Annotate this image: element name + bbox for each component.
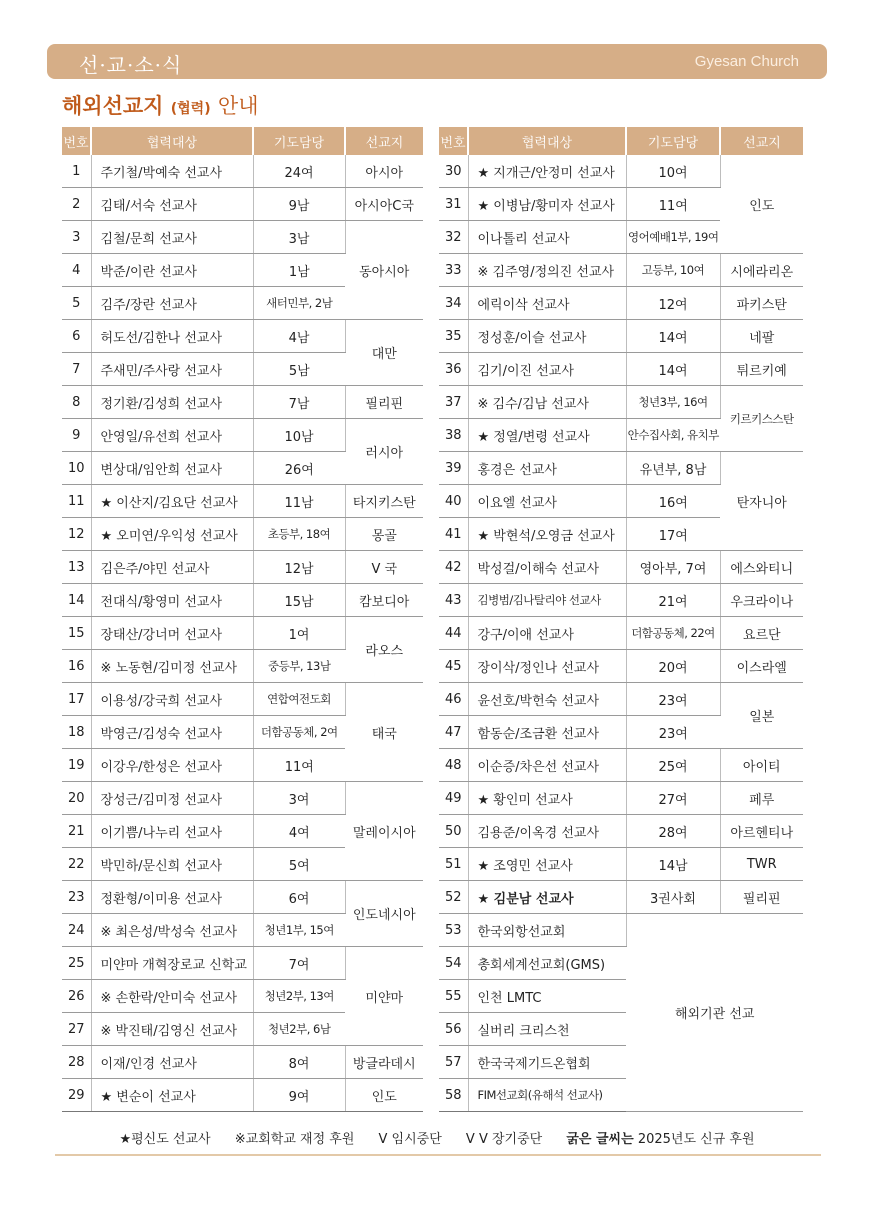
row-partner: ※ 박진태/김영신 선교사 [91, 1013, 253, 1046]
table-row [62, 188, 423, 221]
row-prayer: 24여 [253, 155, 345, 188]
row-field: 아이티 [720, 749, 803, 782]
row-num: 7 [62, 353, 91, 386]
row-partner: 이용성/강국희 선교사 [91, 683, 253, 716]
row-field: 네팔 [720, 320, 803, 353]
row-partner: ★ 김분남 선교사 [468, 881, 626, 914]
row-num: 52 [439, 881, 468, 914]
row-prayer: 초등부, 18여 [253, 518, 345, 551]
row-prayer: 14여 [626, 320, 720, 353]
row-field: 일본 [720, 683, 803, 749]
row-num: 6 [62, 320, 91, 353]
row-partner: 박성걸/이해숙 선교사 [468, 551, 626, 584]
table-row [62, 782, 423, 815]
table-row [62, 386, 423, 419]
row-partner: 정성훈/이슬 선교사 [468, 320, 626, 353]
row-field: 인도 [345, 1079, 423, 1112]
row-num: 22 [62, 848, 91, 881]
row-num: 53 [439, 914, 468, 947]
row-partner: 에릭이삭 선교사 [468, 287, 626, 320]
col-header-partner: 협력대상 [468, 127, 626, 155]
row-partner: ★ 지개근/안정미 선교사 [468, 155, 626, 188]
row-num: 56 [439, 1013, 468, 1046]
row-field: 해외기관 선교 [626, 914, 803, 1112]
table-header-row [439, 127, 803, 155]
col-header-num: 번호 [439, 127, 468, 155]
row-field: 라오스 [345, 617, 423, 683]
row-num: 10 [62, 452, 91, 485]
row-prayer: 11여 [626, 188, 720, 221]
col-header-prayer: 기도담당 [626, 127, 720, 155]
row-num: 27 [62, 1013, 91, 1046]
row-partner: 이강우/한성은 선교사 [91, 749, 253, 782]
row-num: 4 [62, 254, 91, 287]
legend-vv: V V 장기중단 [465, 1132, 543, 1147]
table-row [62, 617, 423, 650]
row-num: 3 [62, 221, 91, 254]
table-row [439, 848, 803, 881]
row-prayer: 9남 [253, 188, 345, 221]
table-row [439, 584, 803, 617]
row-field: 파키스탄 [720, 287, 803, 320]
footer-divider [55, 1154, 821, 1156]
row-field: V 국 [345, 551, 423, 584]
row-partner: ★ 변순이 선교사 [91, 1079, 253, 1112]
section-title-tail: 안내 [217, 94, 259, 118]
row-prayer: 28여 [626, 815, 720, 848]
row-num: 31 [439, 188, 468, 221]
legend-note: ※교회학교 재정 후원 [234, 1132, 355, 1147]
row-prayer: 14남 [626, 848, 720, 881]
row-partner: ※ 최은성/박성숙 선교사 [91, 914, 253, 947]
row-num: 11 [62, 485, 91, 518]
table-row [439, 914, 803, 947]
table-row [439, 551, 803, 584]
table-row [439, 155, 803, 188]
row-partner: ★ 조영민 선교사 [468, 848, 626, 881]
row-num: 38 [439, 419, 468, 452]
row-prayer: 11남 [253, 485, 345, 518]
row-prayer: 더함공동체, 2여 [253, 716, 345, 749]
row-prayer: 11여 [253, 749, 345, 782]
row-partner: 박준/이란 선교사 [91, 254, 253, 287]
mission-table-right [439, 127, 803, 1112]
row-field: 아시아 [345, 155, 423, 188]
row-num: 15 [62, 617, 91, 650]
row-field: 시에라리온 [720, 254, 803, 287]
row-field: 탄자니아 [720, 452, 803, 551]
row-num: 1 [62, 155, 91, 188]
row-partner: 김용준/이옥경 선교사 [468, 815, 626, 848]
table-row [62, 320, 423, 353]
row-partner: 김병범/김나탈리야 선교사 [468, 584, 626, 617]
row-prayer: 영어예배1부, 19여 [626, 221, 720, 254]
row-num: 44 [439, 617, 468, 650]
row-num: 30 [439, 155, 468, 188]
row-partner: 박민하/문신희 선교사 [91, 848, 253, 881]
row-partner: 실버리 크리스천 [468, 1013, 626, 1046]
row-prayer: 12남 [253, 551, 345, 584]
row-field: 몽골 [345, 518, 423, 551]
row-prayer: 9여 [253, 1079, 345, 1112]
row-num: 14 [62, 584, 91, 617]
row-num: 19 [62, 749, 91, 782]
row-prayer: 1남 [253, 254, 345, 287]
legend-bold-tail: 2025년도 신규 후원 [637, 1132, 755, 1147]
col-header-num: 번호 [62, 127, 91, 155]
row-partner: 주기철/박예숙 선교사 [91, 155, 253, 188]
row-partner: 허도선/김한나 선교사 [91, 320, 253, 353]
table-row [439, 254, 803, 287]
row-num: 51 [439, 848, 468, 881]
table-row [62, 551, 423, 584]
row-num: 9 [62, 419, 91, 452]
row-prayer: 16여 [626, 485, 720, 518]
row-num: 25 [62, 947, 91, 980]
row-prayer: 4여 [253, 815, 345, 848]
row-partner: 이순증/차은선 선교사 [468, 749, 626, 782]
row-prayer: 25여 [626, 749, 720, 782]
row-num: 24 [62, 914, 91, 947]
row-partner: 장태산/강너머 선교사 [91, 617, 253, 650]
row-partner: 전대식/황영미 선교사 [91, 584, 253, 617]
table-row [62, 485, 423, 518]
row-num: 13 [62, 551, 91, 584]
row-num: 43 [439, 584, 468, 617]
row-num: 46 [439, 683, 468, 716]
row-prayer: 유년부, 8남 [626, 452, 720, 485]
row-field: 요르단 [720, 617, 803, 650]
row-prayer: 연합여전도회 [253, 683, 345, 716]
row-partner: 정기환/김성희 선교사 [91, 386, 253, 419]
row-prayer: 6여 [253, 881, 345, 914]
table-row [62, 584, 423, 617]
legend-v: V 임시중단 [378, 1132, 442, 1147]
row-num: 35 [439, 320, 468, 353]
row-num: 28 [62, 1046, 91, 1079]
row-num: 29 [62, 1079, 91, 1112]
section-title-main: 해외선교지 [62, 94, 164, 118]
row-prayer: 17여 [626, 518, 720, 551]
table-row [439, 320, 803, 353]
table-row [439, 650, 803, 683]
row-prayer: 3여 [253, 782, 345, 815]
church-name: Gyesan Church [694, 53, 799, 70]
row-prayer: 청년1부, 15여 [253, 914, 345, 947]
row-num: 18 [62, 716, 91, 749]
row-prayer: 26여 [253, 452, 345, 485]
row-partner: 이기쁨/나누리 선교사 [91, 815, 253, 848]
row-prayer: 5남 [253, 353, 345, 386]
row-num: 47 [439, 716, 468, 749]
row-num: 17 [62, 683, 91, 716]
table-row [62, 221, 423, 254]
row-num: 40 [439, 485, 468, 518]
row-field: 타지키스탄 [345, 485, 423, 518]
row-partner: 이요엘 선교사 [468, 485, 626, 518]
row-num: 33 [439, 254, 468, 287]
row-partner: 한국외항선교회 [468, 914, 626, 947]
table-row [62, 155, 423, 188]
table-row [439, 815, 803, 848]
row-prayer: 고등부, 10여 [626, 254, 720, 287]
row-partner: ※ 노동현/김미정 선교사 [91, 650, 253, 683]
row-prayer: 3권사회 [626, 881, 720, 914]
row-num: 36 [439, 353, 468, 386]
row-partner: 이재/인경 선교사 [91, 1046, 253, 1079]
table-row [439, 386, 803, 419]
col-header-field: 선교지 [720, 127, 803, 155]
row-prayer: 새터민부, 2남 [253, 287, 345, 320]
table-row [62, 881, 423, 914]
row-prayer: 7여 [253, 947, 345, 980]
row-num: 34 [439, 287, 468, 320]
table-row [439, 881, 803, 914]
row-prayer: 20여 [626, 650, 720, 683]
col-header-prayer: 기도담당 [253, 127, 345, 155]
row-partner: 변상대/임안희 선교사 [91, 452, 253, 485]
row-field: 페루 [720, 782, 803, 815]
table-row [439, 683, 803, 716]
row-prayer: 영아부, 7여 [626, 551, 720, 584]
section-title [62, 90, 259, 120]
row-partner: ★ 이병남/황미자 선교사 [468, 188, 626, 221]
row-field: 방글라데시 [345, 1046, 423, 1079]
row-partner: ★ 오미연/우익성 선교사 [91, 518, 253, 551]
row-partner: 김기/이진 선교사 [468, 353, 626, 386]
row-field: 러시아 [345, 419, 423, 485]
row-partner: 홍경은 선교사 [468, 452, 626, 485]
row-num: 21 [62, 815, 91, 848]
section-title-paren: (협력) [170, 101, 211, 117]
row-prayer: 안수집사회, 유치부 [626, 419, 720, 452]
row-num: 54 [439, 947, 468, 980]
row-field: 아시아C국 [345, 188, 423, 221]
row-field: 캄보디아 [345, 584, 423, 617]
row-num: 55 [439, 980, 468, 1013]
row-prayer: 더함공동체, 22여 [626, 617, 720, 650]
row-prayer: 3남 [253, 221, 345, 254]
row-partner: 함동순/조금환 선교사 [468, 716, 626, 749]
row-field: TWR [720, 848, 803, 881]
row-num: 16 [62, 650, 91, 683]
col-header-field: 선교지 [345, 127, 423, 155]
row-num: 42 [439, 551, 468, 584]
row-field: 우크라이나 [720, 584, 803, 617]
row-field: 대만 [345, 320, 423, 386]
table-row [62, 1079, 423, 1112]
row-prayer: 10남 [253, 419, 345, 452]
row-field: 키르키스스탄 [720, 386, 803, 452]
row-field: 인도 [720, 155, 803, 254]
row-prayer: 청년2부, 6남 [253, 1013, 345, 1046]
table-row [62, 419, 423, 452]
row-num: 37 [439, 386, 468, 419]
legend [0, 1128, 874, 1147]
row-field: 이스라엘 [720, 650, 803, 683]
row-partner: ★ 정열/변령 선교사 [468, 419, 626, 452]
row-partner: 주새민/주사랑 선교사 [91, 353, 253, 386]
row-num: 26 [62, 980, 91, 1013]
row-prayer: 14여 [626, 353, 720, 386]
mission-table-left [62, 127, 423, 1112]
row-num: 50 [439, 815, 468, 848]
row-partner: 인천 LMTC [468, 980, 626, 1013]
row-partner: ※ 김주영/정의진 선교사 [468, 254, 626, 287]
header-bar [47, 44, 827, 79]
row-partner: 미얀마 개혁장로교 신학교 [91, 947, 253, 980]
legend-bold [566, 1132, 754, 1147]
row-partner: 박영근/김성숙 선교사 [91, 716, 253, 749]
row-partner: 장이삭/정인나 선교사 [468, 650, 626, 683]
col-header-partner: 협력대상 [91, 127, 253, 155]
legend-bold-label: 굵은 글씨는 [566, 1132, 634, 1147]
row-prayer: 청년2부, 13여 [253, 980, 345, 1013]
row-num: 57 [439, 1046, 468, 1079]
header-title: 선·교·소·식 [79, 53, 183, 77]
row-field: 동아시아 [345, 221, 423, 320]
row-prayer: 7남 [253, 386, 345, 419]
row-field: 아르헨티나 [720, 815, 803, 848]
table-row [439, 749, 803, 782]
row-prayer: 1여 [253, 617, 345, 650]
row-num: 49 [439, 782, 468, 815]
row-num: 5 [62, 287, 91, 320]
row-num: 12 [62, 518, 91, 551]
row-partner: 안영일/유선희 선교사 [91, 419, 253, 452]
row-field: 에스와티니 [720, 551, 803, 584]
row-prayer: 4남 [253, 320, 345, 353]
row-prayer: 중등부, 13남 [253, 650, 345, 683]
row-prayer: 12여 [626, 287, 720, 320]
table-row [62, 683, 423, 716]
row-num: 48 [439, 749, 468, 782]
row-field: 필리핀 [345, 386, 423, 419]
row-partner: 김은주/야민 선교사 [91, 551, 253, 584]
row-prayer: 15남 [253, 584, 345, 617]
row-num: 45 [439, 650, 468, 683]
row-field: 미얀마 [345, 947, 423, 1046]
row-num: 32 [439, 221, 468, 254]
legend-star: ★평신도 선교사 [119, 1132, 211, 1147]
row-partner: 김태/서숙 선교사 [91, 188, 253, 221]
row-partner: ※ 김수/김남 선교사 [468, 386, 626, 419]
row-partner: 김주/장란 선교사 [91, 287, 253, 320]
row-partner: ★ 박현석/오영금 선교사 [468, 518, 626, 551]
row-partner: 이나톨리 선교사 [468, 221, 626, 254]
row-partner: 총회세계선교회(GMS) [468, 947, 626, 980]
table-row [62, 947, 423, 980]
row-partner: 장성근/김미정 선교사 [91, 782, 253, 815]
row-num: 2 [62, 188, 91, 221]
row-partner: 김철/문희 선교사 [91, 221, 253, 254]
table-header-row [62, 127, 423, 155]
row-partner: ※ 손한락/안미숙 선교사 [91, 980, 253, 1013]
row-prayer: 23여 [626, 716, 720, 749]
row-prayer: 27여 [626, 782, 720, 815]
row-field: 튀르키예 [720, 353, 803, 386]
row-prayer: 10여 [626, 155, 720, 188]
row-prayer: 8여 [253, 1046, 345, 1079]
row-num: 39 [439, 452, 468, 485]
table-row [62, 518, 423, 551]
row-num: 58 [439, 1079, 468, 1112]
row-field: 말레이시아 [345, 782, 423, 881]
row-partner: ★ 이산지/김요단 선교사 [91, 485, 253, 518]
row-num: 8 [62, 386, 91, 419]
row-field: 인도네시아 [345, 881, 423, 947]
table-row [439, 287, 803, 320]
row-prayer: 청년3부, 16여 [626, 386, 720, 419]
row-prayer: 23여 [626, 683, 720, 716]
row-partner: FIM선교회(유해석 선교사) [468, 1079, 626, 1112]
row-partner: 강구/이애 선교사 [468, 617, 626, 650]
row-num: 23 [62, 881, 91, 914]
row-num: 41 [439, 518, 468, 551]
table-row [439, 452, 803, 485]
row-field: 필리핀 [720, 881, 803, 914]
table-row [439, 617, 803, 650]
row-num: 20 [62, 782, 91, 815]
row-partner: 윤선호/박헌숙 선교사 [468, 683, 626, 716]
row-partner: 한국국제기드온협회 [468, 1046, 626, 1079]
row-field: 태국 [345, 683, 423, 782]
row-prayer: 5여 [253, 848, 345, 881]
table-row [439, 782, 803, 815]
row-prayer: 21여 [626, 584, 720, 617]
row-partner: 정환형/이미용 선교사 [91, 881, 253, 914]
table-row [62, 1046, 423, 1079]
table-row [439, 353, 803, 386]
row-partner: ★ 황인미 선교사 [468, 782, 626, 815]
